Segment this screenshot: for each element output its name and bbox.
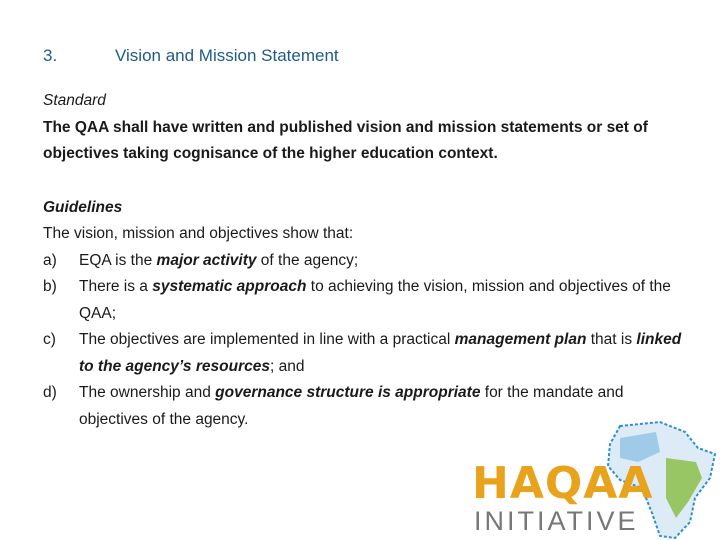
section-number: 3.	[43, 46, 58, 65]
guideline-text: The objectives are implemented in line with a practical	[79, 331, 455, 348]
guidelines-intro: The vision, mission and objectives show that:	[43, 225, 354, 242]
guideline-marker: c)	[43, 331, 56, 348]
guideline-text: of the agency;	[256, 251, 359, 269]
logo-subtitle: INITIATIVE	[474, 506, 639, 536]
guideline-emphasis: systematic approach	[152, 278, 307, 295]
guideline-text: to achieving the vision, mission and objectives of the QAA;	[79, 278, 671, 322]
guideline-text: There is a	[79, 278, 153, 295]
guideline-marker: d)	[43, 384, 57, 401]
standard-text: The QAA shall have written and published vision and mission statements or set of objectives taking cognisance of the higher education context.	[43, 118, 648, 162]
document-body	[43, 88, 693, 433]
guideline-text: that is	[586, 331, 637, 348]
guideline-text: ; and	[269, 357, 305, 375]
section-title: Vision and Mission Statement	[115, 46, 339, 65]
guideline-text: for the mandate and objectives of the agency.	[79, 384, 624, 428]
guidelines-heading: Guidelines	[43, 198, 123, 216]
guideline-emphasis: linked to the agency’s resources	[79, 331, 682, 375]
guideline-text: EQA is the	[79, 251, 157, 269]
standard-heading: Standard	[43, 92, 106, 109]
guideline-marker: b)	[43, 278, 57, 295]
guideline-emphasis: major activity	[156, 251, 257, 269]
guideline-emphasis: management plan	[454, 331, 587, 348]
guideline-item	[43, 248, 693, 275]
guideline-item	[43, 327, 693, 380]
guideline-marker: a)	[43, 251, 57, 269]
guideline-text: The ownership and	[79, 384, 216, 401]
spacer	[43, 168, 693, 195]
guideline-item	[43, 274, 693, 327]
guidelines-list	[43, 248, 693, 434]
logo-wordmark: HAQAA	[472, 458, 654, 509]
guideline-emphasis: governance structure is appropriate	[215, 384, 481, 401]
